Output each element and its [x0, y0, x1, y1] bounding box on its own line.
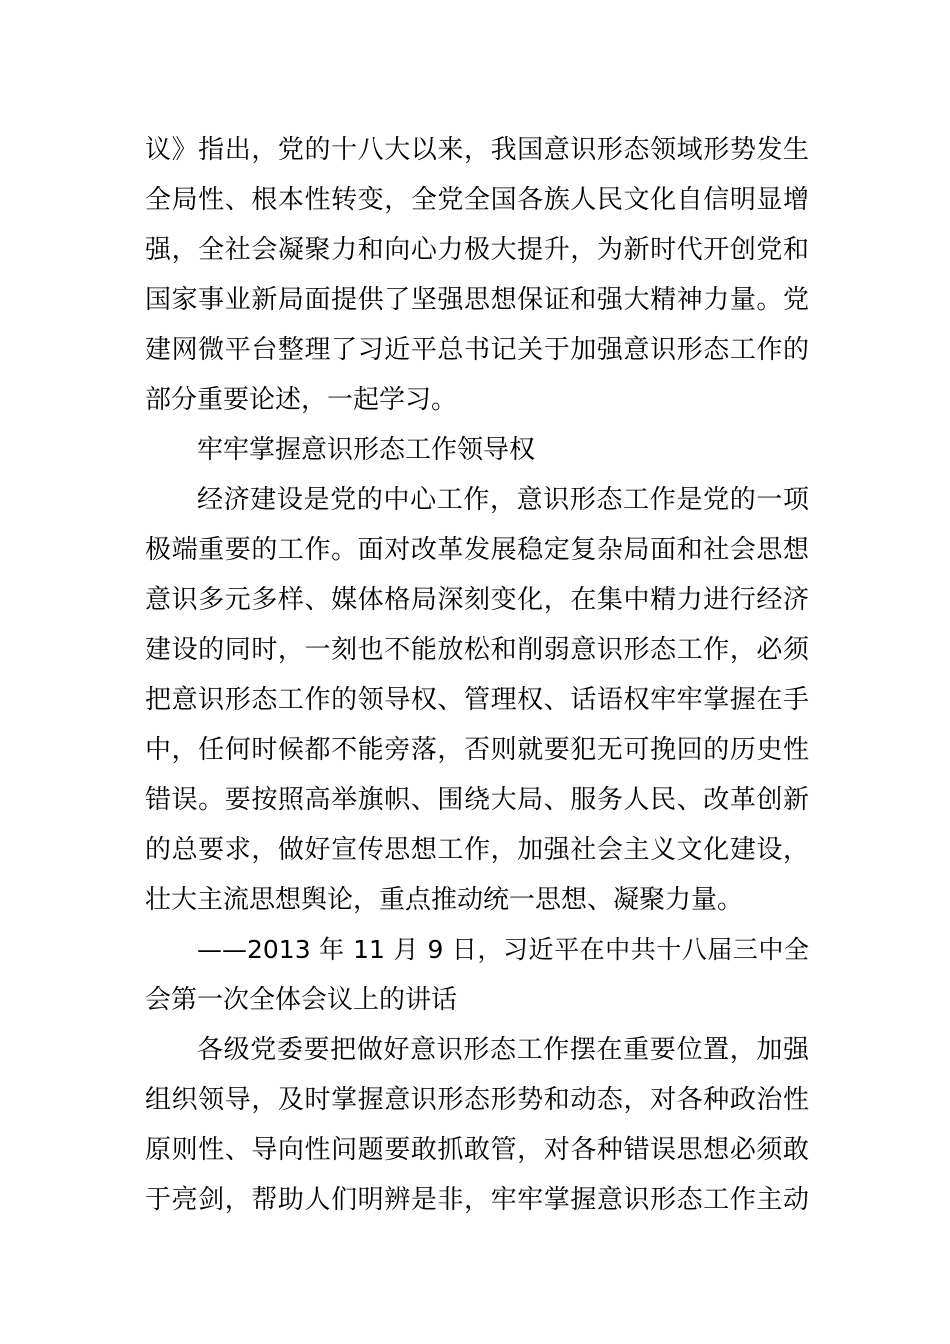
text-line: 意识多元多样、媒体格局深刻变化，在集中精力进行经济 [145, 585, 809, 615]
text-line: 中，任何时候都不能旁落，否则就要犯无可挽回的历史性 [145, 735, 809, 765]
text-line: 部分重要论述，一起学习。 [145, 385, 458, 415]
text-line: 的总要求，做好宣传思想工作，加强社会主义文化建设， [145, 835, 809, 865]
text-line: 建网微平台整理了习近平总书记关于加强意识形态工作的 [145, 335, 809, 365]
text-line: 强，全社会凝聚力和向心力极大提升，为新时代开创党和 [145, 235, 809, 265]
text-line: 议》指出，党的十八大以来，我国意识形态领域形势发生 [145, 135, 809, 165]
text-line: 壮大主流思想舆论，重点推动统一思想、凝聚力量。 [145, 885, 744, 915]
text-line: 牢牢掌握意识形态工作领导权 [197, 435, 536, 465]
text-line: 建设的同时，一刻也不能放松和削弱意识形态工作，必须 [145, 635, 809, 665]
text-line: 各级党委要把做好意识形态工作摆在重要位置，加强 [197, 1035, 809, 1065]
text-line: 组织领导，及时掌握意识形态形势和动态，对各种政治性 [145, 1085, 809, 1115]
text-line: 国家事业新局面提供了坚强思想保证和强大精神力量。党 [145, 285, 809, 315]
text-line: 把意识形态工作的领导权、管理权、话语权牢牢掌握在手 [145, 685, 809, 715]
text-line: 原则性、导向性问题要敢抓敢管，对各种错误思想必须敢 [145, 1135, 809, 1165]
text-line: 全局性、根本性转变，全党全国各族人民文化自信明显增 [145, 185, 809, 215]
text-line: 极端重要的工作。面对改革发展稳定复杂局面和社会思想 [145, 535, 809, 565]
document-body [145, 125, 809, 1225]
text-line: 会第一次全体会议上的讲话 [145, 985, 458, 1015]
text-line: 于亮剑，帮助人们明辨是非，牢牢掌握意识形态工作主动 [145, 1185, 809, 1215]
text-line: ——2013 年 11 月 9 日，习近平在中共十八届三中全 [197, 935, 809, 964]
text-line: 经济建设是党的中心工作，意识形态工作是党的一项 [197, 485, 809, 515]
text-line: 错误。要按照高举旗帜、围绕大局、服务人民、改革创新 [145, 785, 809, 815]
